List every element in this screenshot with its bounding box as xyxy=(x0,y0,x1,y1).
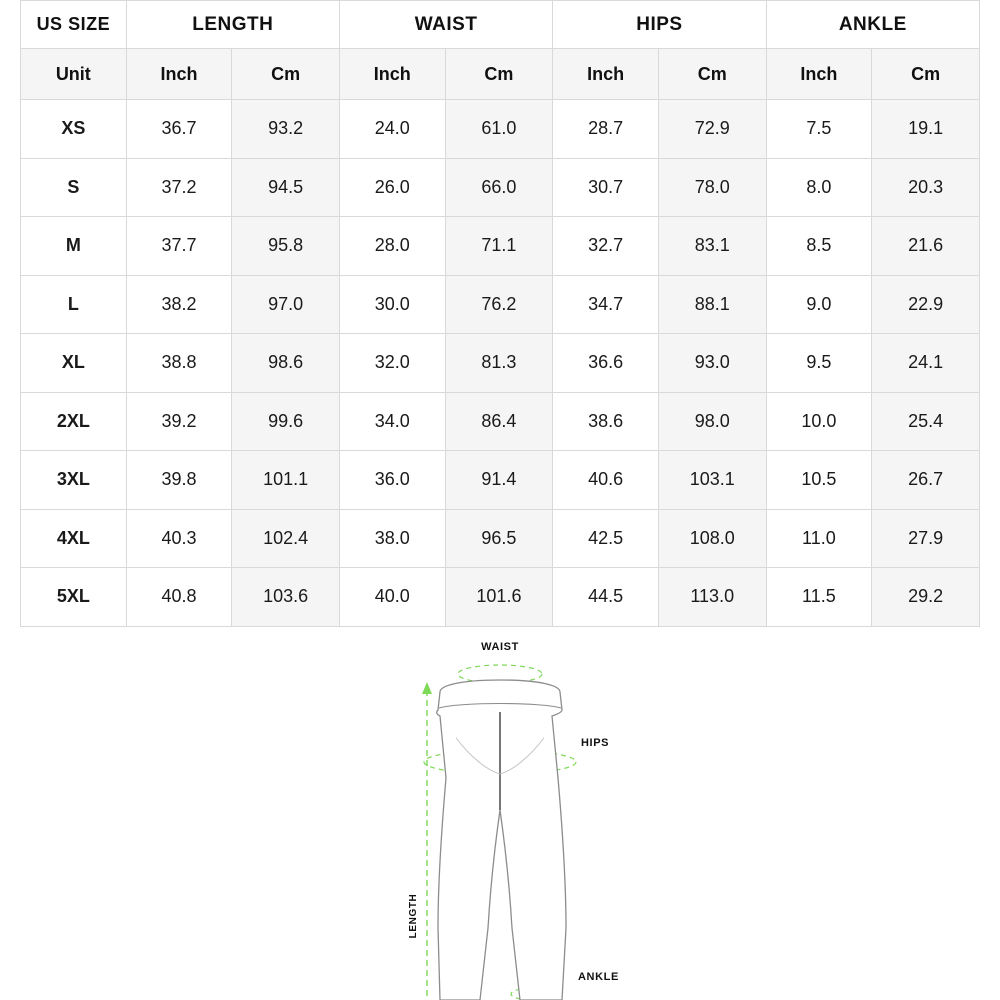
cell-waist-inch: 30.0 xyxy=(339,275,445,334)
table-row xyxy=(21,392,980,451)
cell-length-cm: 103.6 xyxy=(232,568,340,627)
cell-length-inch: 36.7 xyxy=(126,100,232,159)
leggings-outline xyxy=(437,680,566,1000)
cell-hips-cm: 98.0 xyxy=(658,392,766,451)
header-ankle: ANKLE xyxy=(766,1,979,49)
cell-ankle-cm: 27.9 xyxy=(872,509,980,568)
cell-ankle-cm: 25.4 xyxy=(872,392,980,451)
header-length: LENGTH xyxy=(126,1,339,49)
cell-hips-cm: 83.1 xyxy=(658,217,766,276)
cell-hips-cm: 88.1 xyxy=(658,275,766,334)
cell-length-inch: 37.7 xyxy=(126,217,232,276)
table-unit-header-row xyxy=(21,49,980,100)
table-row xyxy=(21,568,980,627)
cell-waist-cm: 96.5 xyxy=(445,509,553,568)
cell-waist-cm: 86.4 xyxy=(445,392,553,451)
row-size: XL xyxy=(21,334,127,393)
cell-waist-cm: 66.0 xyxy=(445,158,553,217)
cell-length-cm: 93.2 xyxy=(232,100,340,159)
cell-waist-cm: 101.6 xyxy=(445,568,553,627)
cell-length-inch: 39.8 xyxy=(126,451,232,510)
table-row xyxy=(21,275,980,334)
cell-length-cm: 101.1 xyxy=(232,451,340,510)
cell-waist-cm: 71.1 xyxy=(445,217,553,276)
cell-hips-cm: 93.0 xyxy=(658,334,766,393)
label-waist: WAIST xyxy=(481,641,519,653)
cell-length-inch: 40.3 xyxy=(126,509,232,568)
header-waist-inch: Inch xyxy=(339,49,445,100)
cell-length-cm: 94.5 xyxy=(232,158,340,217)
cell-waist-inch: 28.0 xyxy=(339,217,445,276)
cell-waist-cm: 81.3 xyxy=(445,334,553,393)
table-row xyxy=(21,100,980,159)
cell-waist-inch: 38.0 xyxy=(339,509,445,568)
cell-length-inch: 39.2 xyxy=(126,392,232,451)
cell-ankle-inch: 10.5 xyxy=(766,451,872,510)
cell-hips-inch: 38.6 xyxy=(553,392,659,451)
cell-ankle-cm: 21.6 xyxy=(872,217,980,276)
cell-ankle-cm: 22.9 xyxy=(872,275,980,334)
row-size: L xyxy=(21,275,127,334)
table-row xyxy=(21,334,980,393)
row-size: XS xyxy=(21,100,127,159)
row-size: M xyxy=(21,217,127,276)
cell-hips-cm: 113.0 xyxy=(658,568,766,627)
header-us-size: US SIZE xyxy=(21,1,127,49)
row-size: 2XL xyxy=(21,392,127,451)
table-row xyxy=(21,217,980,276)
label-length: LENGTH xyxy=(408,893,419,939)
cell-length-cm: 97.0 xyxy=(232,275,340,334)
header-waist: WAIST xyxy=(339,1,552,49)
cell-length-cm: 98.6 xyxy=(232,334,340,393)
row-size: 5XL xyxy=(21,568,127,627)
cell-waist-cm: 61.0 xyxy=(445,100,553,159)
cell-hips-cm: 78.0 xyxy=(658,158,766,217)
cell-length-cm: 95.8 xyxy=(232,217,340,276)
cell-ankle-inch: 7.5 xyxy=(766,100,872,159)
header-length-cm: Cm xyxy=(232,49,340,100)
header-ankle-inch: Inch xyxy=(766,49,872,100)
cell-ankle-inch: 11.5 xyxy=(766,568,872,627)
cell-waist-inch: 34.0 xyxy=(339,392,445,451)
cell-ankle-inch: 8.0 xyxy=(766,158,872,217)
cell-length-inch: 38.2 xyxy=(126,275,232,334)
cell-hips-cm: 72.9 xyxy=(658,100,766,159)
cell-waist-inch: 24.0 xyxy=(339,100,445,159)
cell-waist-cm: 76.2 xyxy=(445,275,553,334)
cell-hips-inch: 36.6 xyxy=(553,334,659,393)
header-length-inch: Inch xyxy=(126,49,232,100)
cell-hips-inch: 28.7 xyxy=(553,100,659,159)
leggings-measurement-svg xyxy=(290,628,710,1000)
cell-ankle-cm: 24.1 xyxy=(872,334,980,393)
cell-hips-inch: 32.7 xyxy=(553,217,659,276)
table-row xyxy=(21,451,980,510)
cell-ankle-cm: 20.3 xyxy=(872,158,980,217)
cell-hips-inch: 30.7 xyxy=(553,158,659,217)
cell-hips-cm: 103.1 xyxy=(658,451,766,510)
row-size: S xyxy=(21,158,127,217)
cell-waist-inch: 36.0 xyxy=(339,451,445,510)
cell-length-inch: 40.8 xyxy=(126,568,232,627)
label-hips: HIPS xyxy=(581,737,610,749)
cell-ankle-inch: 9.0 xyxy=(766,275,872,334)
cell-ankle-cm: 26.7 xyxy=(872,451,980,510)
header-hips-inch: Inch xyxy=(553,49,659,100)
measurement-diagram xyxy=(0,628,1000,1000)
cell-waist-inch: 32.0 xyxy=(339,334,445,393)
cell-length-cm: 102.4 xyxy=(232,509,340,568)
cell-waist-inch: 26.0 xyxy=(339,158,445,217)
header-unit: Unit xyxy=(21,49,127,100)
row-size: 3XL xyxy=(21,451,127,510)
cell-length-inch: 37.2 xyxy=(126,158,232,217)
cell-ankle-inch: 11.0 xyxy=(766,509,872,568)
cell-waist-inch: 40.0 xyxy=(339,568,445,627)
cell-ankle-inch: 8.5 xyxy=(766,217,872,276)
header-hips: HIPS xyxy=(553,1,766,49)
cell-waist-cm: 91.4 xyxy=(445,451,553,510)
label-ankle: ANKLE xyxy=(578,971,619,983)
cell-hips-inch: 42.5 xyxy=(553,509,659,568)
cell-ankle-inch: 10.0 xyxy=(766,392,872,451)
cell-ankle-cm: 29.2 xyxy=(872,568,980,627)
cell-hips-inch: 40.6 xyxy=(553,451,659,510)
cell-length-inch: 38.8 xyxy=(126,334,232,393)
length-arrow-head-top xyxy=(422,682,432,694)
header-hips-cm: Cm xyxy=(658,49,766,100)
row-size: 4XL xyxy=(21,509,127,568)
cell-hips-inch: 44.5 xyxy=(553,568,659,627)
cell-ankle-inch: 9.5 xyxy=(766,334,872,393)
cell-hips-cm: 108.0 xyxy=(658,509,766,568)
table-row xyxy=(21,509,980,568)
table-row xyxy=(21,158,980,217)
table-group-header-row xyxy=(21,1,980,49)
cell-hips-inch: 34.7 xyxy=(553,275,659,334)
cell-ankle-cm: 19.1 xyxy=(872,100,980,159)
size-chart-table xyxy=(20,0,980,627)
header-waist-cm: Cm xyxy=(445,49,553,100)
header-ankle-cm: Cm xyxy=(872,49,980,100)
cell-length-cm: 99.6 xyxy=(232,392,340,451)
